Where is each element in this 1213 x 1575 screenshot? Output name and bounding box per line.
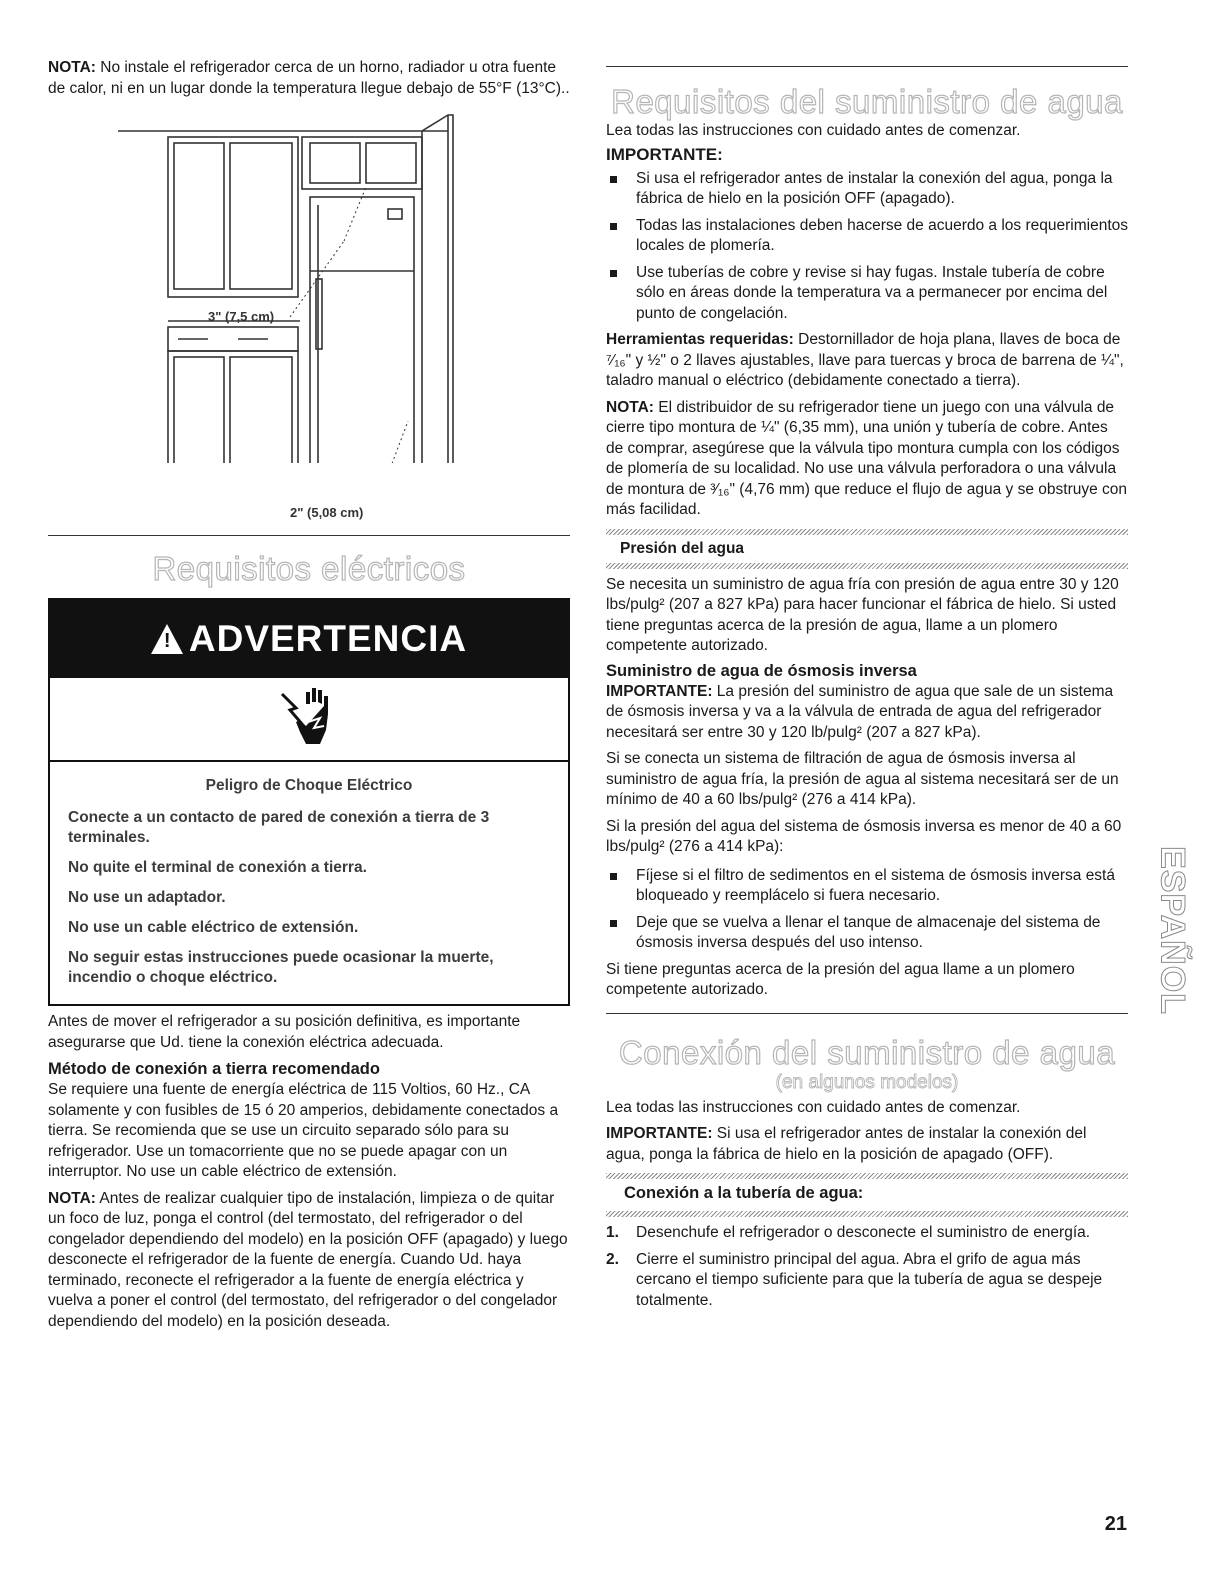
nota-placement: NOTA: No instale el refrigerador cerca de un horno, radiador u otra fuente de calor, ni en un lugar donde la temperatura llegue debajo de 55°F (13°C).. (48, 59, 570, 97)
electrical-intro: Antes de mover el refrigerador a su posición definitiva, es importante asegurarse que Ud. tiene la conexión eléctrica adecuada. (48, 1013, 521, 1051)
warning-line: No seguir estas instrucciones puede ocasionar la muerte, incendio o choque eléctrico. (68, 949, 494, 986)
warning-icon-area (50, 678, 568, 762)
heading-electrical: Requisitos eléctricos (152, 550, 466, 587)
warning-line: No use un cable eléctrico de extensión. (68, 919, 359, 936)
list-item: Todas las instalaciones deben hacerse de acuerdo a los requerimientos locales de plomería. (606, 216, 1128, 257)
stripe-divider (606, 563, 1128, 569)
connection-steps (606, 1223, 1128, 1311)
list-item: Deje que se vuelva a llenar el tanque de almacenaje del sistema de ósmosis inversa después del uso intenso. (606, 913, 1128, 954)
section-divider (48, 535, 570, 536)
list-item: Si usa el refrigerador antes de instalar la conexión del agua, ponga la fábrica de hielo en la posición OFF (apagado). (606, 169, 1128, 210)
step-item: 2. Cierre el suministro principal del agua. Abra el grifo de agua más cercano el tiempo suficiente para que la tubería de agua se despeje totalmente. (606, 1250, 1103, 1309)
clearance-label-bottom: 2" (5,08 cm) (290, 505, 364, 520)
nota-valve: NOTA: El distribuidor de su refrigerador tiene un juego con una válvula de cierre tipo montura de ¼" (6,35 mm), una unión y tubería de cobre. Antes de comprar, asegúrese que la válvula tipo montura cumpla con los códigos de plomería de su localidad. No use una válvula perforadora o una válvula de montura de ³⁄₁₆" (4,76 mm) que reduce el flujo de agua y se obstruye con más facilidad. (606, 398, 1128, 518)
importante-heading: IMPORTANTE: (606, 144, 723, 164)
pipe-heading: Conexión a la tubería de agua: (624, 1184, 864, 1202)
list-item: Fíjese si el filtro de sedimentos en el sistema de ósmosis inversa está bloqueado y reemplácelo si fuera necesario. (606, 866, 1128, 907)
warning-header (50, 600, 568, 678)
section-divider (606, 1013, 1128, 1014)
step-item: 1. Desenchufe el refrigerador o desconecte el suministro de energía. (606, 1224, 1091, 1241)
grounding-heading: Método de conexión a tierra recomendado (48, 1060, 380, 1078)
warning-box (48, 598, 570, 1006)
warning-hazard: Peligro de Choque Eléctrico (205, 777, 413, 794)
warning-line: No quite el terminal de conexión a tierra. (68, 859, 367, 876)
heading-water-supply: Requisitos del suministro de agua (611, 83, 1123, 120)
left-column (48, 58, 570, 1332)
installation-diagram (48, 101, 570, 520)
importante-2: IMPORTANTE: Si usa el refrigerador antes de instalar la conexión del agua, ponga la fábrica de hielo en la posición de apagado (OFF). (606, 1125, 1087, 1163)
list-item: Use tuberías de cobre y revise si hay fugas. Instale tubería de cobre sólo en áreas donde la temperatura va a permanecer por encima del punto de congelación. (606, 263, 1128, 325)
warning-title: ADVERTENCIA (188, 618, 468, 659)
clearance-label-top: 3" (7,5 cm) (208, 309, 275, 324)
read-instructions: Lea todas las instrucciones con cuidado antes de comenzar. (606, 122, 1021, 139)
ro-low-pressure: Si la presión del agua del sistema de ósmosis inversa es menor de 40 a 60 lbs/pulg² (276 a 414 kPa): (606, 817, 1122, 855)
right-column (606, 58, 1128, 1317)
water-requirements-list (606, 169, 1128, 325)
stripe-divider (606, 1211, 1128, 1217)
pressure-heading: Presión del agua (620, 539, 745, 557)
pipe-subheading-bar (606, 1173, 1128, 1217)
language-side-tab (1152, 815, 1190, 1047)
warning-line: Conecte a un contacto de pared de conexión a tierra de 3 terminales. (68, 809, 490, 846)
grounding-text: Se requiere una fuente de energía eléctrica de 115 Voltios, 60 Hz., CA solamente y con fusibles de 15 ó 20 amperios, debidamente conectados a tierra. Se recomienda que se use un circuito separado sólo para su refrigerador. Use un tomacorriente que no se puede apagar con un interruptor. No use un cable eléctrico de extensión. (48, 1081, 559, 1180)
nota-disconnect: NOTA: Antes de realizar cualquier tipo de instalación, limpieza o de quitar un foco de luz, ponga el control (del termostato, del refrigerador o del congelador dependiendo del modelo) en la posición OFF (apagado) y luego desconecte el refrigerador de la fuente de energía. Cuando Ud. haya terminado, reconecte el refrigerador a la fuente de energía eléctrica y vuelva a poner el control (del termostato, del refrigerador o del congelador dependiendo del modelo) en la posición deseada. (48, 1189, 568, 1330)
ro-importante: IMPORTANTE: La presión del suministro de agua que sale de un sistema de ósmosis inversa y va a la válvula de entrada de agua del refrigerador necesitará ser entre 30 y 120 lb/pulg² (207 a 827 kPa). (606, 682, 1114, 741)
cabinet-refrigerator-diagram (48, 101, 570, 463)
warning-body (50, 762, 568, 1004)
read-instructions-2: Lea todas las instrucciones con cuidado antes de comenzar. (606, 1098, 1021, 1116)
electric-shock-hazard-icon (274, 684, 344, 754)
side-tab-text: ESPAÑOL (1153, 846, 1192, 1015)
stripe-divider (606, 1173, 1128, 1179)
pressure-subheading-bar (606, 529, 1128, 569)
warning-triangle-icon: ! (151, 624, 183, 654)
ro-questions: Si tiene preguntas acerca de la presión del agua llame a un plomero competente autorizado. (606, 960, 1075, 998)
stripe-divider (606, 529, 1128, 535)
pressure-text: Se necesita un suministro de agua fría con presión de agua entre 30 y 120 lbs/pulg² (207 a 827 kPa) para hacer funcionar el fábrica de hielo. Si usted tiene preguntas acerca de la presión de agua, llame a un plomero competente autorizado. (606, 575, 1119, 654)
page-number: 21 (1104, 1513, 1127, 1535)
ro-heading: Suministro de agua de ósmosis inversa (606, 661, 917, 680)
warning-line: No use un adaptador. (68, 889, 226, 906)
ro-checklist (606, 866, 1128, 954)
section-divider (606, 66, 1128, 67)
heading-water-connection-sub: (en algunos modelos) (775, 1071, 959, 1093)
tools-required: Herramientas requeridas: Destornillador de hoja plana, llaves de boca de ⁷⁄₁₆" y ½" o 2 llaves ajustables, llave para tuercas y broca de barrena de ¼", taladro manual o eléctrico (debidamente conectado a tierra). (606, 331, 1124, 389)
ro-filtration: Si se conecta un sistema de filtración de agua de ósmosis inversa al suministro de agua fría, la presión de agua al sistema necesitará ser de un mínimo de 40 a 60 lbs/pulg² (276 a 414 kPa). (606, 750, 1119, 808)
heading-water-connection: Conexión del suministro de agua (618, 1033, 1116, 1071)
